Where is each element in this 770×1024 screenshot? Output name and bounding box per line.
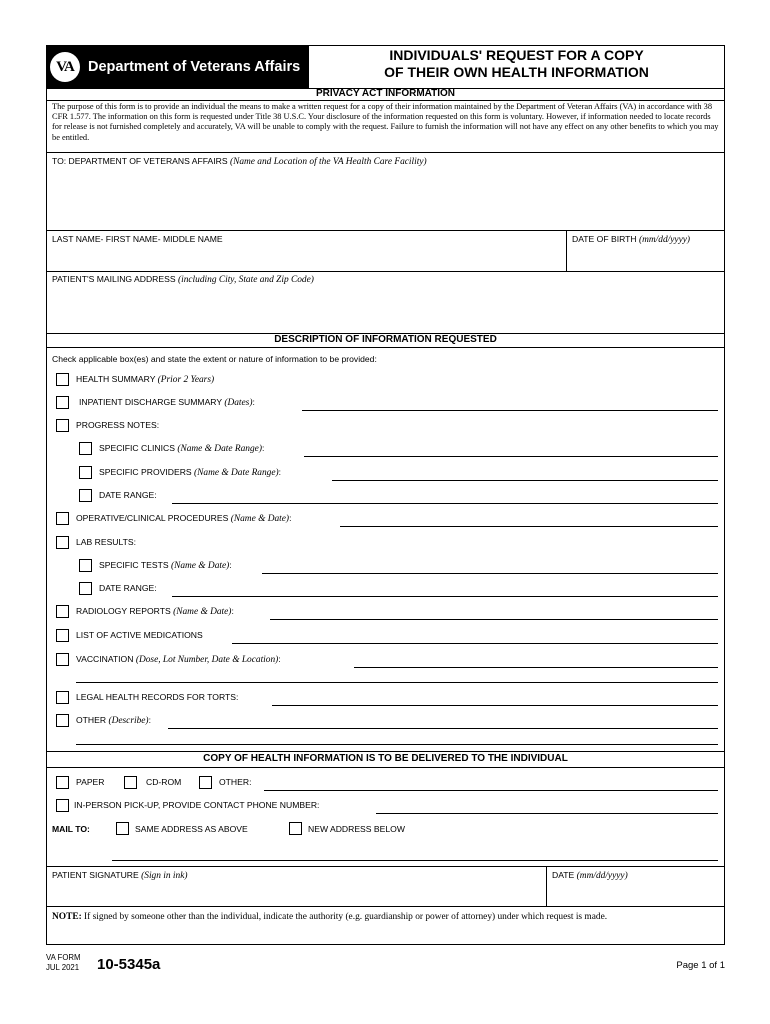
specific-tests-label: SPECIFIC TESTS (Name & Date): [99,560,232,571]
specific-providers-input-line[interactable] [332,480,718,481]
pickup-label: IN-PERSON PICK-UP, PROVIDE CONTACT PHONE NUMBER: [74,800,320,810]
divider [46,906,725,907]
specific-tests-input-line[interactable] [262,573,718,574]
procedures-label: OPERATIVE/CLINICAL PROCEDURES (Name & Date): [76,513,292,524]
other-delivery-checkbox[interactable] [199,776,212,789]
other-delivery-input-line[interactable] [264,790,718,791]
specific-providers-checkbox[interactable] [79,466,92,479]
other-input-line[interactable] [168,728,718,729]
new-address-input-line[interactable] [112,860,718,861]
description-instruction: Check applicable box(es) and state the extent or nature of information to be provided: [52,354,377,364]
va-logo [46,45,308,89]
procedures-input-line[interactable] [340,526,718,527]
medications-label: LIST OF ACTIVE MEDICATIONS [76,630,203,640]
other-label: OTHER (Describe): [76,715,151,726]
vaccination-input-line-2[interactable] [76,682,718,683]
cdrom-checkbox[interactable] [124,776,137,789]
progress-date-range-input-line[interactable] [172,503,718,504]
mail-to-label: MAIL TO: [52,824,90,834]
other-input-line-2[interactable] [76,744,718,745]
vaccination-checkbox[interactable] [56,653,69,666]
divider [46,100,725,101]
inpatient-label: INPATIENT DISCHARGE SUMMARY (Dates): [79,397,255,408]
specific-clinics-checkbox[interactable] [79,442,92,455]
divider [46,751,725,752]
form-number: 10-5345a [97,956,161,973]
radiology-input-line[interactable] [270,619,718,620]
lab-results-label: LAB RESULTS: [76,537,137,547]
vaccination-label: VACCINATION (Dose, Lot Number, Date & Location): [76,654,281,665]
title-line-2: OF THEIR OWN HEALTH INFORMATION [384,64,649,80]
health-summary-checkbox[interactable] [56,373,69,386]
delivery-heading: COPY OF HEALTH INFORMATION IS TO BE DELIVERED TO THE INDIVIDUAL [203,753,568,764]
legal-records-label: LEGAL HEALTH RECORDS FOR TORTS: [76,692,239,702]
dob-field-label[interactable]: DATE OF BIRTH (mm/dd/yyyy) [572,234,691,245]
progress-notes-label: PROGRESS NOTES: [76,420,160,430]
health-summary-label: HEALTH SUMMARY (Prior 2 Years) [76,374,215,385]
specific-tests-checkbox[interactable] [79,559,92,572]
signature-date-field-label[interactable]: DATE (mm/dd/yyyy) [552,870,628,881]
same-address-label: SAME ADDRESS AS ABOVE [135,824,248,834]
signature-field-label[interactable]: PATIENT SIGNATURE (Sign in ink) [52,870,188,881]
va-seal-icon: VA [50,52,80,82]
title-line-1: INDIVIDUALS' REQUEST FOR A COPY [389,47,644,63]
radiology-checkbox[interactable] [56,605,69,618]
specific-clinics-input-line[interactable] [304,456,718,457]
pickup-phone-input-line[interactable] [376,813,718,814]
agency-name: Department of Veterans Affairs [88,59,301,75]
new-address-checkbox[interactable] [289,822,302,835]
form-title [308,47,725,81]
paper-label: PAPER [76,777,105,787]
signature-note: NOTE: If signed by someone other than the individual, indicate the authority (e.g. guardianship or power of attorney) under which request is made. [52,912,608,922]
lab-date-range-checkbox[interactable] [79,582,92,595]
page-indicator: Page 1 of 1 [676,960,725,971]
specific-clinics-label: SPECIFIC CLINICS (Name & Date Range): [99,443,265,454]
paper-checkbox[interactable] [56,776,69,789]
divider [546,866,547,906]
divider [566,230,567,272]
form-label: VA FORM JUL 2021 [46,953,81,972]
other-delivery-label: OTHER: [219,777,252,787]
inpatient-input-line[interactable] [302,410,718,411]
legal-records-input-line[interactable] [272,705,718,706]
lab-results-checkbox[interactable] [56,536,69,549]
divider [46,347,725,348]
radiology-label: RADIOLOGY REPORTS (Name & Date): [76,606,234,617]
same-address-checkbox[interactable] [116,822,129,835]
new-address-label: NEW ADDRESS BELOW [308,824,405,834]
name-field-label[interactable]: LAST NAME- FIRST NAME- MIDDLE NAME [52,234,223,244]
address-field-label[interactable]: PATIENT'S MAILING ADDRESS (including City, State and Zip Code) [52,274,314,285]
divider [46,230,725,231]
medications-checkbox[interactable] [56,629,69,642]
lab-date-range-input-line[interactable] [172,596,718,597]
vaccination-input-line[interactable] [354,667,718,668]
pickup-checkbox[interactable] [56,799,69,812]
cdrom-label: CD-ROM [146,777,182,787]
inpatient-checkbox[interactable] [56,396,69,409]
privacy-heading: PRIVACY ACT INFORMATION [315,88,456,99]
progress-date-range-label: DATE RANGE: [99,490,157,500]
lab-date-range-label: DATE RANGE: [99,583,157,593]
specific-providers-label: SPECIFIC PROVIDERS (Name & Date Range): [99,467,282,478]
procedures-checkbox[interactable] [56,512,69,525]
divider [46,866,725,867]
divider [46,271,725,272]
description-heading: DESCRIPTION OF INFORMATION REQUESTED [274,334,497,345]
progress-date-range-checkbox[interactable] [79,489,92,502]
divider [46,767,725,768]
other-checkbox[interactable] [56,714,69,727]
medications-input-line[interactable] [232,643,718,644]
privacy-text: The purpose of this form is to provide an individual the means to make a written request for a copy of their information maintained by the Department of Veteran Affairs (VA) in accordance with 38 CFR 1.577. The information on this form is requested under Title 38 U.S.C. Your disclosure of the information requested on this form is voluntary. However, if information needed to locate records for release is not furnished completely and accurately, VA will be unable to comply with the request. Failure to furnish the information will not have any effect on any other benefits to which you may be entitled. [52,102,719,142]
to-field-label[interactable]: TO: DEPARTMENT OF VETERANS AFFAIRS (Name and Location of the VA Health Care Facility) [52,156,427,167]
legal-records-checkbox[interactable] [56,691,69,704]
divider [46,152,725,153]
progress-notes-checkbox[interactable] [56,419,69,432]
